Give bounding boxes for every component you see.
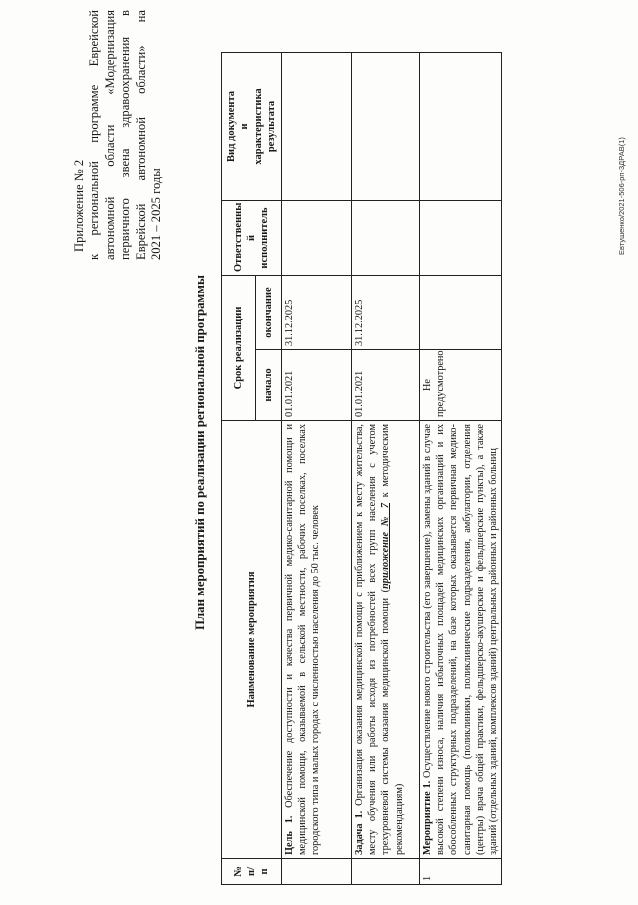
plan-table (221, 52, 502, 885)
document-title: План мероприятий по реализации региональной программы (193, 275, 207, 630)
row-name (420, 421, 502, 859)
table-header-row (222, 53, 256, 885)
row-text: Осуществление нового строительства (его завершение), замены зданий в случае высокой степени износа, наличия избыточных площадей медицинских организаций и их обособленных структурных подразделений, на базе которых оказывается первичная медико-санитарная помощь (поликлиники, поликлинические подразделения, амбулатории, отделения (центры) врача общей практики, фельдшерско-акушерские и фельдшерские пункты), а также зданий (отдельных зданий, комплексов зданий) центральных районных и районных больниц (422, 424, 500, 855)
col-header-document: Вид документа и характеристика результата (222, 53, 282, 201)
row-executor (420, 201, 502, 276)
row-end: 31.12.2025 (352, 276, 420, 350)
row-num (282, 859, 352, 885)
col-header-start: начало (256, 350, 282, 421)
col-header-name: Наименование мероприятия (222, 421, 282, 859)
row-document (420, 53, 502, 201)
file-reference: Евтушенко/2021-506-рп-3ДРАВ(1) (617, 137, 626, 255)
row-num (352, 859, 420, 885)
row-reference: приложение № 7 (380, 502, 392, 589)
row-end: 31.12.2025 (282, 276, 352, 350)
appendix-header (72, 10, 164, 260)
row-document (352, 53, 420, 201)
row-executor (282, 201, 352, 276)
row-label: Задача 1. (354, 810, 365, 855)
row-label: Мероприятие 1. (422, 780, 433, 855)
row-document (282, 53, 352, 201)
row-executor (352, 201, 420, 276)
col-header-period: Срок реализации (222, 276, 256, 421)
row-start: 01.01.2021 (352, 350, 420, 421)
table-row (352, 53, 420, 885)
row-name (352, 421, 420, 859)
col-header-end: окончание (256, 276, 282, 350)
row-text-after: к методическим рекомендациям) (380, 424, 405, 855)
appendix-line: 2021 – 2025 годы (149, 168, 164, 260)
col-header-executor: Ответственны й исполнитель (222, 201, 282, 276)
table-row (420, 53, 502, 885)
row-label: Цель 1. (284, 815, 295, 855)
row-start: Не предусмотрено (420, 350, 502, 421)
col-header-num: № п/ п (222, 859, 282, 885)
row-end (420, 276, 502, 350)
row-name (282, 421, 352, 859)
table-row (282, 53, 352, 885)
appendix-line: первичного звена здравоохранения в (118, 10, 133, 260)
appendix-line: автономной области «Модернизация (102, 10, 117, 260)
row-start: 01.01.2021 (282, 350, 352, 421)
appendix-line: Еврейской автономной области» на (133, 10, 148, 260)
row-num: 1 (420, 859, 502, 885)
appendix-number: Приложение № 2 (72, 159, 86, 252)
row-text: Обеспечение доступности и качества первичной медико-санитарной помощи и медицинской помощи, оказываемой в сельской местности, рабочих поселках, поселках городского типа и малых городах с численностью населения до 50 тыс. человек (284, 424, 322, 855)
row-text: Организация оказания медицинской помощи с приближением к месту жительства, месту обучения или работы исходя из потребностей всех групп населения с учетом трехуровневой системы оказания медицинской помощи ( (354, 423, 392, 855)
appendix-line: к региональной программе Еврейской (87, 10, 102, 260)
